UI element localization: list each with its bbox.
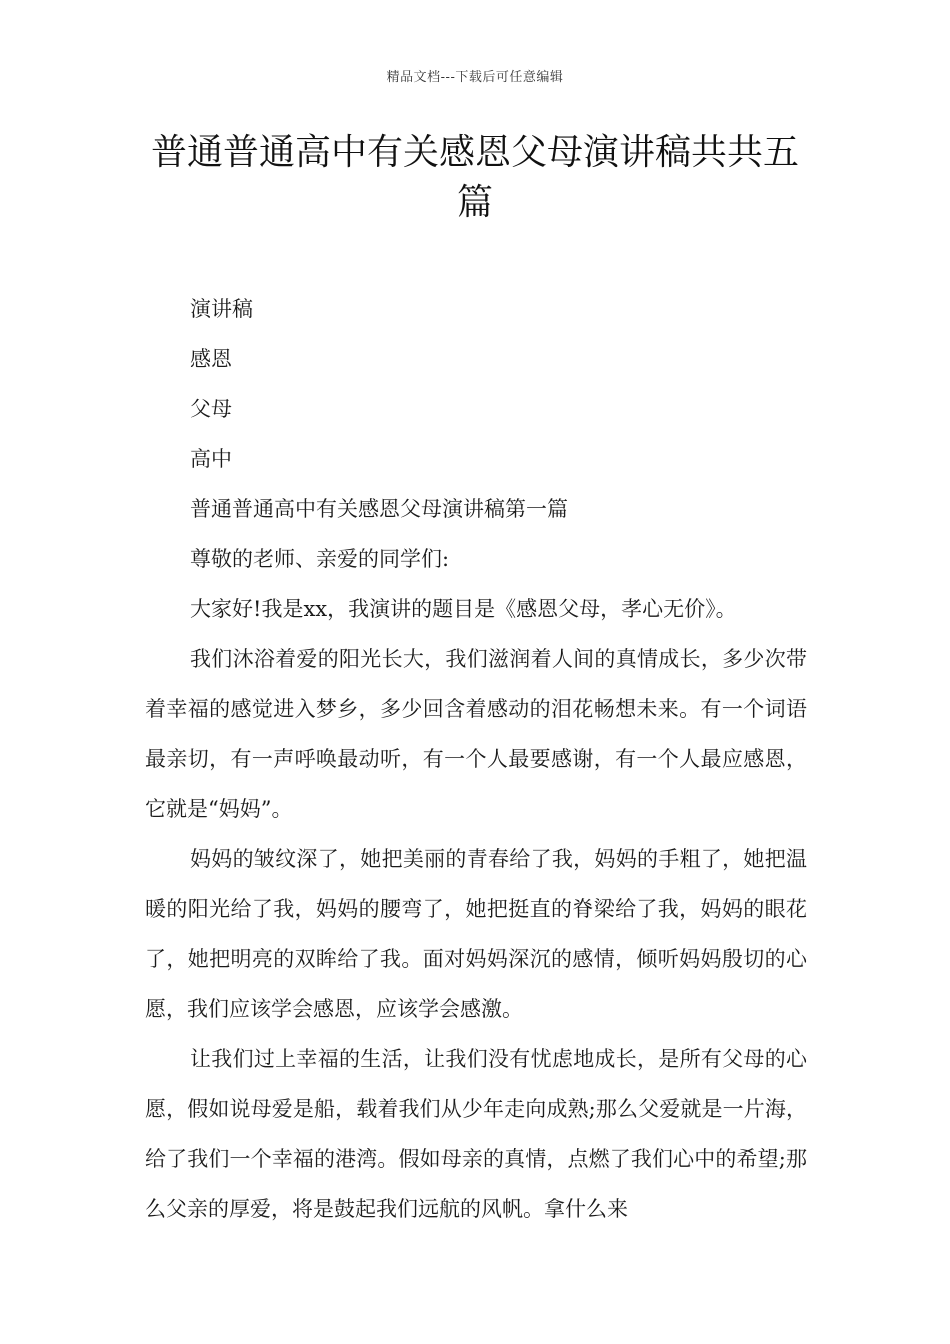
body-paragraph: 让我们过上幸福的生活，让我们没有忧虑地成长，是所有父母的心愿，假如说母爱是船，载着我们从少年走向成熟;那么父爱就是一片海，给了我们一个幸福的港湾。假如母亲的真情，点燃了我们心中的希望;那么父亲的厚爱，将是鼓起我们远航的风帆。拿什么来: [145, 1047, 807, 1221]
header-note: 精品文档---下载后可任意编辑: [386, 70, 564, 85]
keyword-list: [190, 284, 790, 484]
keyword-item: 演讲稿: [190, 297, 253, 321]
greeting-paragraph: 大家好!我是xx，我演讲的题目是《感恩父母，孝心无价》。: [190, 597, 737, 621]
keyword-item: 感恩: [190, 347, 232, 371]
keyword-item: 父母: [190, 397, 232, 421]
keyword-item: 高中: [190, 447, 232, 471]
salutation: 尊敬的老师、亲爱的同学们:: [190, 547, 450, 571]
body-paragraph: 我们沐浴着爱的阳光长大，我们滋润着人间的真情成长，多少次带着幸福的感觉进入梦乡，多少回含着感动的泪花畅想未来。有一个词语最亲切，有一声呼唤最动听，有一个人最要感谢，有一个人最应感恩，它就是“妈妈”。: [145, 647, 807, 821]
document-title: 普通普通高中有关感恩父母演讲稿共共五篇: [150, 132, 799, 223]
body-text: [145, 484, 807, 1234]
section-heading: 普通普通高中有关感恩父母演讲稿第一篇: [190, 497, 568, 521]
body-paragraph: 妈妈的皱纹深了，她把美丽的青春给了我，妈妈的手粗了，她把温暖的阳光给了我，妈妈的腰弯了，她把挺直的脊梁给了我，妈妈的眼花了，她把明亮的双眸给了我。面对妈妈深沉的感情，倾听妈妈殷切的心愿，我们应该学会感恩，应该学会感激。: [145, 847, 807, 1021]
